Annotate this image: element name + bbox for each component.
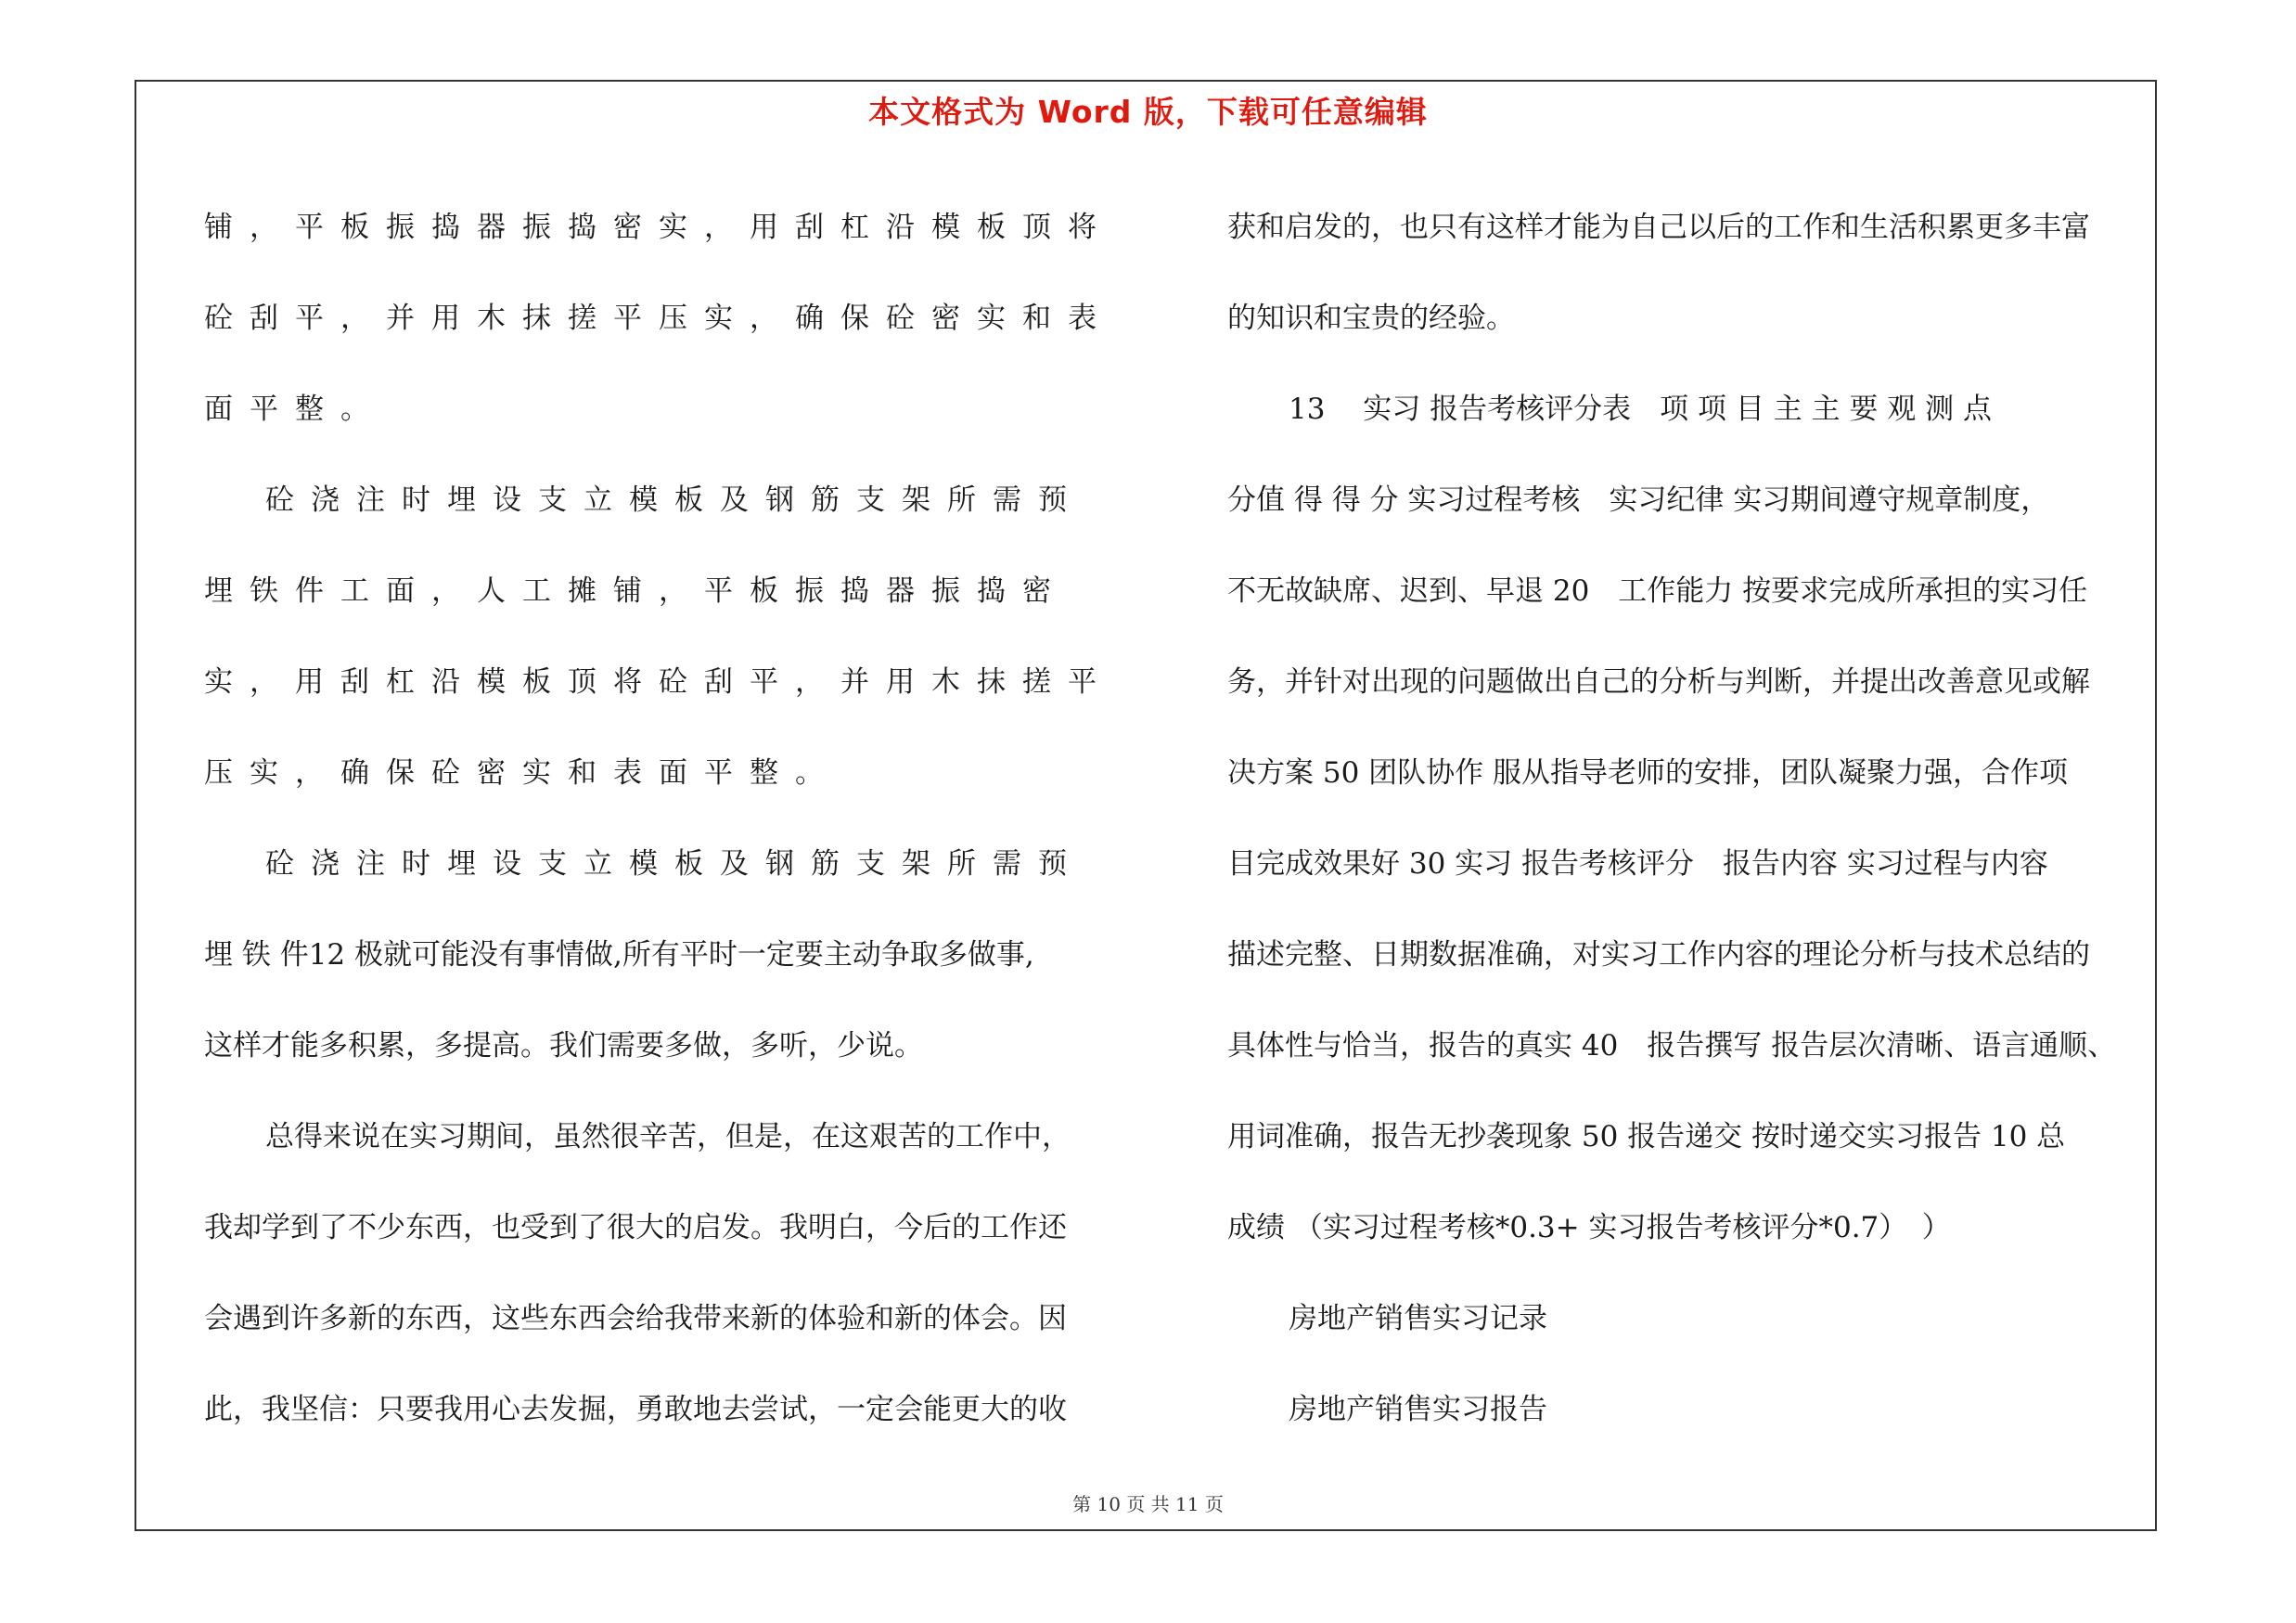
paragraph-line: 这样才能多积累，多提高。我们需要多做，多听，少说。 <box>204 1029 923 1063</box>
paragraph-line: 此，我坚信：只要我用心去发掘，勇敢地去尝试，一定会能更大的收 <box>204 1393 1067 1426</box>
paragraph-line: 成绩 （实习过程考核*0.3+ 实习报告考核评分*0.7） ） <box>1227 1211 1951 1244</box>
paragraph-line: 的知识和宝贵的经验。 <box>1227 302 1515 335</box>
paragraph-line: 务，并针对出现的问题做出自己的分析与判断，并提出改善意见或解 <box>1227 665 2090 699</box>
paragraph-line: 分值 得 得 分 实习过程考核 实习纪律 实习期间遵守规章制度， <box>1227 483 2050 517</box>
paragraph-line: 面平整。 <box>204 393 386 426</box>
paragraph-line: 我却学到了不少东西，也受到了很大的启发。我明白，今后的工作还 <box>204 1211 1067 1244</box>
paragraph-line: 目完成效果好 30 实习 报告考核评分 报告内容 实习过程与内容 <box>1227 847 2048 881</box>
paragraph-line: 砼刮平，并用木抹搓平压实，确保砼密实和表 <box>204 302 1113 335</box>
page-number: 第 10 页 共 11 页 <box>1072 1493 1224 1515</box>
paragraph-line: 砼浇注时埋设支立模板及钢筋支架所需预 <box>265 483 1084 517</box>
paragraph-line: 13 实习 报告考核评分表 项 项 目 主 主 要 观 测 点 <box>1289 393 1992 426</box>
paragraph-line: 埋 铁 件12 极就可能没有事情做,所有平时一定要主动争取多做事, <box>204 938 1034 972</box>
paragraph-line: 埋铁件工面，人工摊铺，平板振捣器振捣密 <box>204 574 1068 608</box>
paragraph-line: 压实，确保砼密实和表面平整。 <box>204 756 840 790</box>
right-column <box>1227 182 2150 1455</box>
paragraph-line: 不无故缺席、迟到、早退 20 工作能力 按要求完成所承担的实习任 <box>1227 574 2088 608</box>
paragraph-line: 房地产销售实习记录 <box>1289 1302 1547 1335</box>
paragraph-line: 描述完整、日期数据准确，对实习工作内容的理论分析与技术总结的 <box>1227 938 2090 972</box>
paragraph-line: 决方案 50 团队协作 服从指导老师的安排，团队凝聚力强，合作项 <box>1227 756 2069 790</box>
paragraph-line: 具体性与恰当，报告的真实 40 报告撰写 报告层次清晰、语言通顺、 <box>1227 1029 2117 1063</box>
paragraph-line: 实，用刮杠沿模板顶将砼刮平，并用木抹搓平 <box>204 665 1113 699</box>
paragraph-line: 会遇到许多新的东西，这些东西会给我带来新的体验和新的体会。因 <box>204 1302 1067 1335</box>
paragraph-line: 总得来说在实习期间，虽然很辛苦，但是，在这艰苦的工作中， <box>265 1120 1071 1153</box>
paragraph-line: 用词准确，报告无抄袭现象 50 报告递交 按时递交实习报告 10 总 <box>1227 1120 2066 1153</box>
format-banner: 本文格式为 Word 版，下载可任意编辑 <box>868 94 1428 130</box>
paragraph-line: 铺，平板振捣器振捣密实，用刮杠沿模板顶将 <box>204 211 1113 244</box>
paragraph-line: 获和启发的，也只有这样才能为自己以后的工作和生活积累更多丰富 <box>1227 211 2090 244</box>
paragraph-line: 砼浇注时埋设支立模板及钢筋支架所需预 <box>265 847 1084 881</box>
left-column <box>204 182 1141 1455</box>
paragraph-line: 房地产销售实习报告 <box>1289 1393 1547 1426</box>
